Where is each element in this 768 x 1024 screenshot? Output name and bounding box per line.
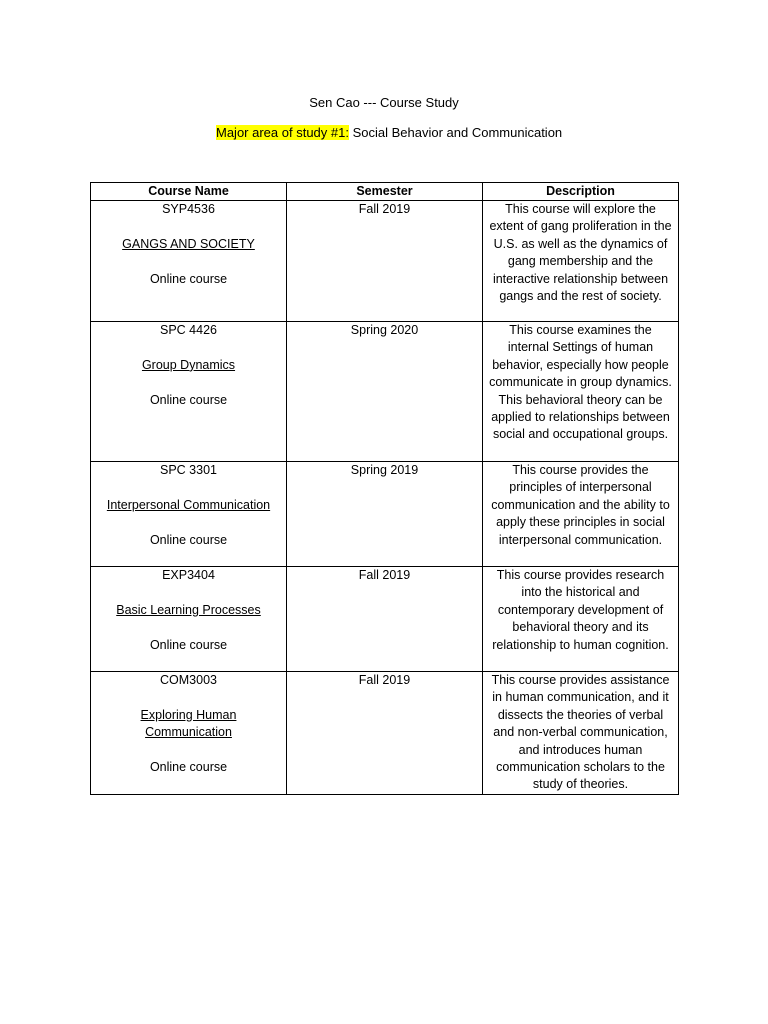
header-semester: Semester xyxy=(287,183,483,201)
header-course-name: Course Name xyxy=(91,183,287,201)
course-title: Group Dynamics xyxy=(141,357,236,372)
table-row xyxy=(91,672,679,795)
course-code: SPC 3301 xyxy=(160,463,217,477)
table-row xyxy=(91,567,679,672)
header-description: Description xyxy=(483,183,679,201)
description-cell: This course provides research into the historical and contemporary development of behavioral theory and its relationship to human cognition. xyxy=(483,567,679,672)
description-cell: This course examines the internal Settings of human behavior, especially how people communicate in group dynamics. This behavioral theory can be applied to relationships between social and occupational groups. xyxy=(483,322,679,462)
major-area-label: Major area of study #1: xyxy=(216,125,349,140)
course-title: Exploring Human Communication xyxy=(140,707,237,740)
page-title: Sen Cao --- Course Study xyxy=(309,95,459,110)
course-code: SYP4536 xyxy=(162,202,215,216)
course-format: Online course xyxy=(149,271,228,286)
description-cell: This course will explore the extent of gang proliferation in the U.S. as well as the dynamics of gang membership and the interactive relationship between gangs and the rest of society. xyxy=(483,201,679,322)
semester-cell: Spring 2020 xyxy=(287,322,483,462)
course-format: Online course xyxy=(149,392,228,407)
major-area-value: Social Behavior and Communication xyxy=(352,125,563,140)
course-title: GANGS AND SOCIETY xyxy=(122,236,255,251)
course-name-cell xyxy=(91,672,287,795)
course-title: Basic Learning Processes xyxy=(116,602,261,617)
course-name-cell xyxy=(91,567,287,672)
course-code: COM3003 xyxy=(160,673,217,687)
course-name-cell xyxy=(91,322,287,462)
course-title: Interpersonal Communication xyxy=(106,497,271,512)
semester-cell: Fall 2019 xyxy=(287,201,483,322)
table-row xyxy=(91,462,679,567)
table-header-row xyxy=(91,183,679,201)
course-code: SPC 4426 xyxy=(160,323,217,337)
course-format: Online course xyxy=(149,760,228,774)
table-row xyxy=(91,322,679,462)
course-name-cell xyxy=(91,462,287,567)
course-format: Online course xyxy=(149,637,228,652)
course-table xyxy=(90,182,679,795)
course-name-cell xyxy=(91,201,287,322)
major-area-line xyxy=(216,125,562,141)
course-format: Online course xyxy=(149,532,228,547)
course-code: EXP3404 xyxy=(162,568,215,582)
description-cell: This course provides assistance in human communication, and it dissects the theories of verbal and non-verbal communication, and introduces human communication scholars to the study of theories. xyxy=(483,672,679,795)
semester-cell: Fall 2019 xyxy=(287,672,483,795)
semester-cell: Fall 2019 xyxy=(287,567,483,672)
description-cell: This course provides the principles of interpersonal communication and the ability to apply these principles in social interpersonal communication. xyxy=(483,462,679,567)
table-row xyxy=(91,201,679,322)
semester-cell: Spring 2019 xyxy=(287,462,483,567)
